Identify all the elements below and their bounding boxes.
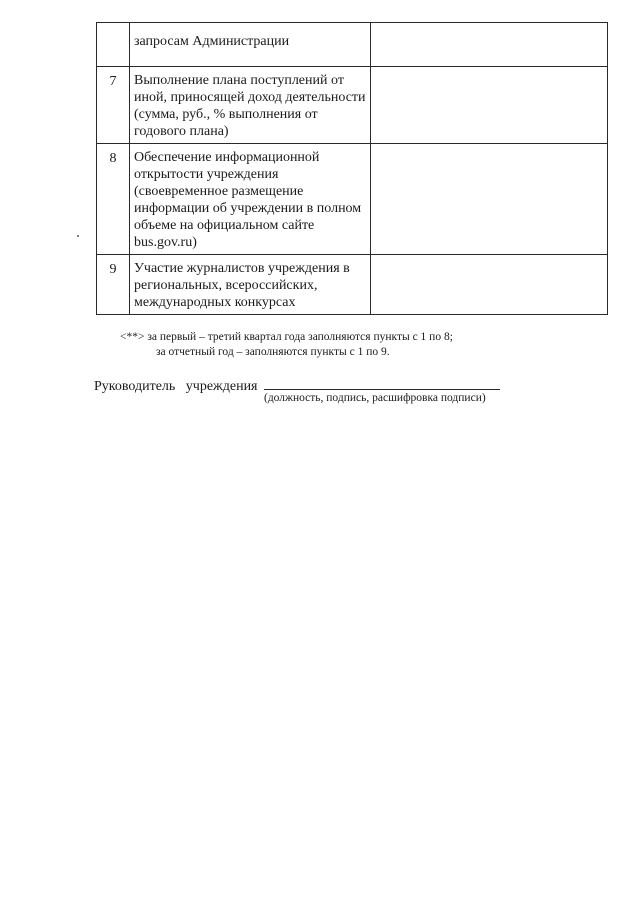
- table-row: [97, 255, 608, 315]
- signature-label: Руководитель учреждения: [94, 379, 258, 394]
- row-number: 9: [97, 255, 130, 315]
- footnote-line-2: за отчетный год – заполняются пункты с 1 по 9.: [156, 346, 390, 358]
- criteria-table: [96, 22, 608, 315]
- row-description: запросам Администрации: [130, 23, 371, 67]
- signature-line[interactable]: [264, 375, 500, 390]
- row-value-cell[interactable]: [371, 144, 608, 255]
- row-number: [97, 23, 130, 67]
- row-value-cell[interactable]: [371, 255, 608, 315]
- row-description: Выполнение плана поступлений от иной, приносящей доход деятельности (сумма, руб., % выполнения от годового плана): [130, 67, 371, 144]
- table-row: [97, 67, 608, 144]
- row-value-cell[interactable]: [371, 67, 608, 144]
- footnote-line-1: <**> за первый – третий квартал года заполняются пункты с 1 по 8;: [120, 331, 453, 343]
- signature-caption: (должность, подпись, расшифровка подписи): [264, 392, 486, 404]
- scan-speck: [77, 235, 79, 237]
- row-description: Участие журналистов учреждения в региональных, всероссийских, международных конкурсах: [130, 255, 371, 315]
- row-description: Обеспечение информационной открытости учреждения (своевременное размещение информации об учреждении в полном объеме на официальном сайте bus.gov.ru): [130, 144, 371, 255]
- row-number: 8: [97, 144, 130, 255]
- row-value-cell[interactable]: [371, 23, 608, 67]
- row-number: 7: [97, 67, 130, 144]
- table-row: [97, 144, 608, 255]
- footnote: [120, 330, 540, 360]
- table-row: [97, 23, 608, 67]
